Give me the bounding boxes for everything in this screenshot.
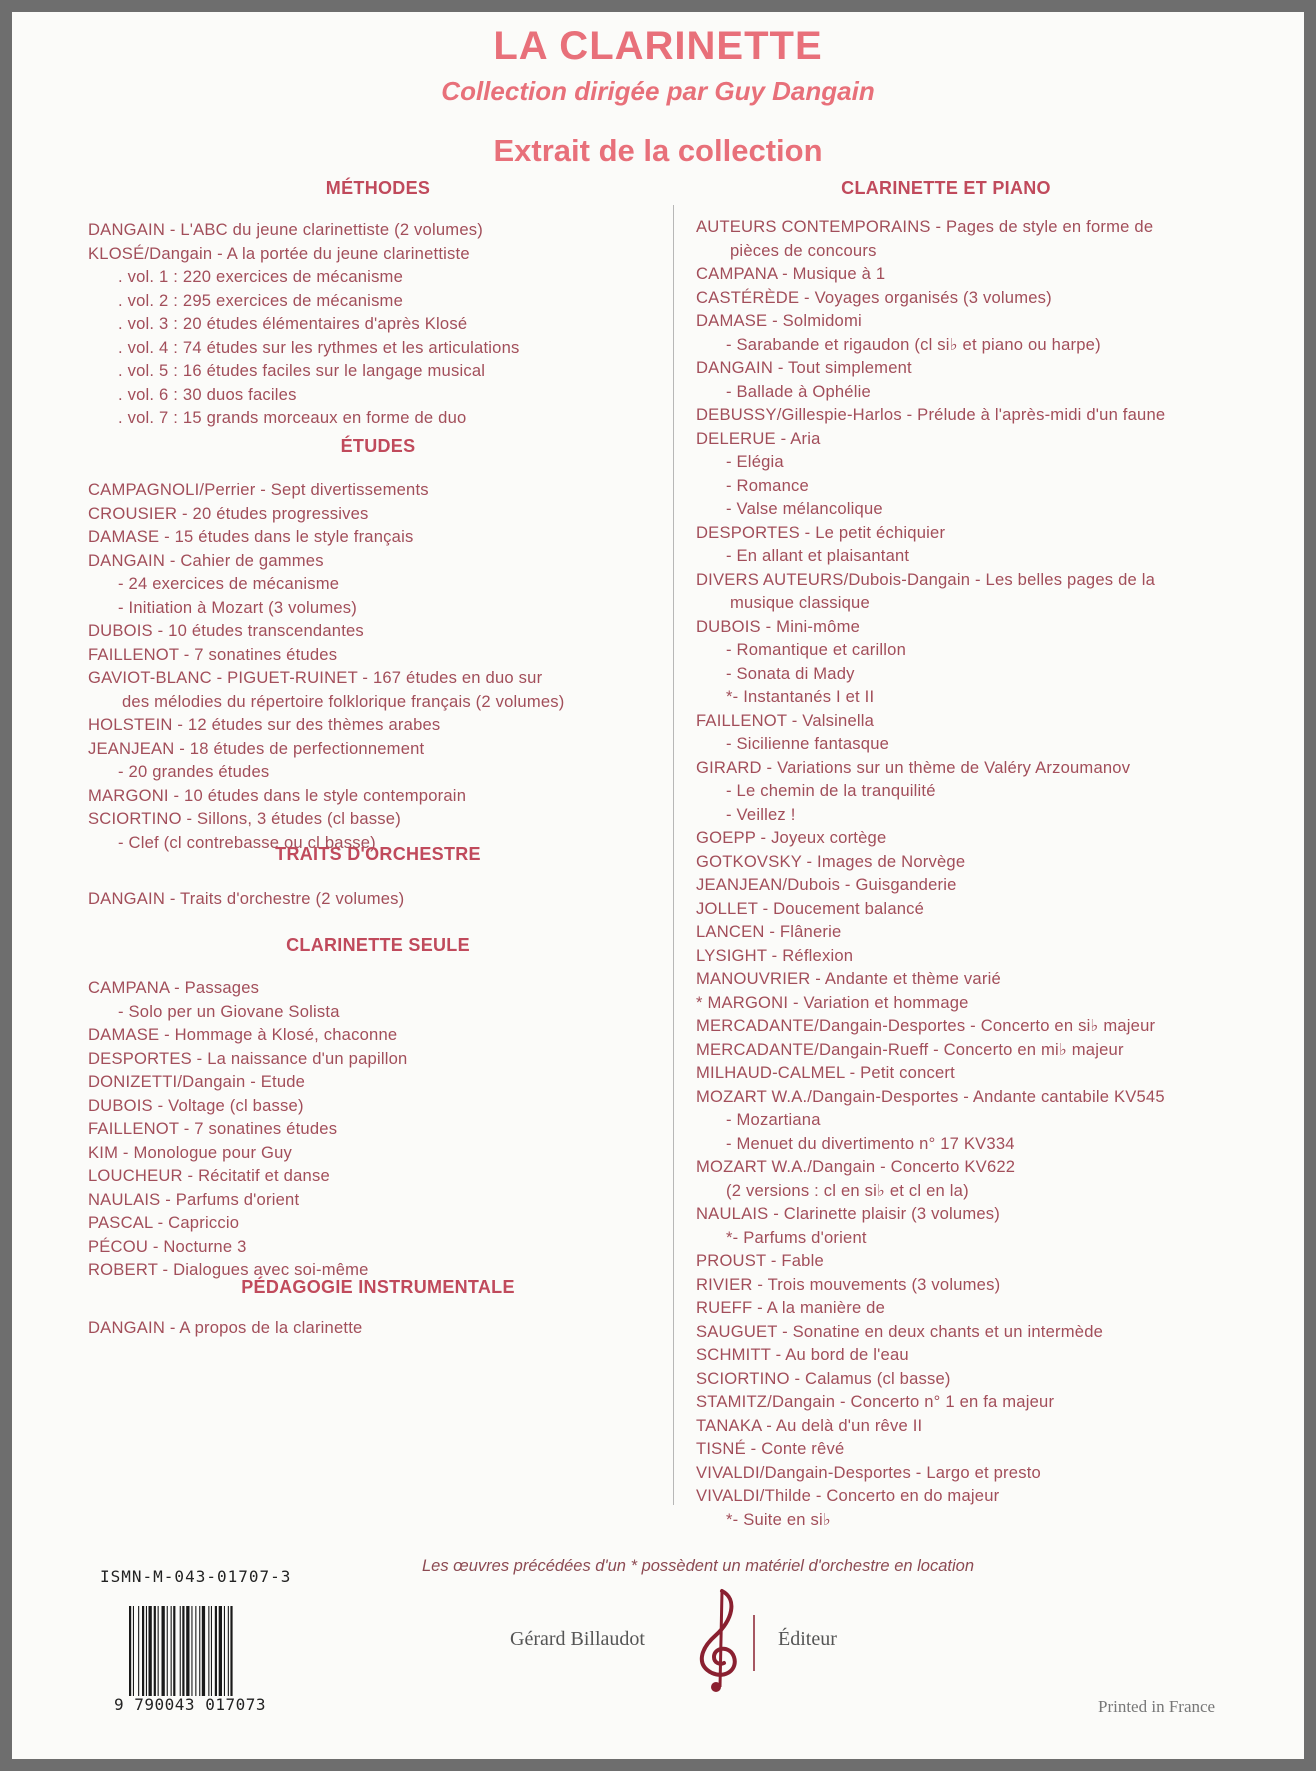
barcode-bar — [154, 1606, 156, 1696]
catalog-entry: ROBERT - Dialogues avec soi-même — [88, 1260, 369, 1279]
catalog-entry: CAMPANA - Passages — [88, 978, 260, 997]
barcode-bar — [182, 1606, 184, 1696]
catalog-entry: PÉCOU - Nocturne 3 — [88, 1236, 247, 1256]
barcode-bar — [215, 1606, 217, 1696]
section-heading-pedagogie: PÉDAGOGIE INSTRUMENTALE — [241, 1277, 515, 1297]
extract-heading: Extrait de la collection — [493, 133, 823, 168]
list-traits — [88, 887, 668, 911]
catalog-entry: . vol. 2 : 295 exercices de mécanisme — [118, 290, 404, 310]
catalog-entry: - Clef (cl contrebasse ou cl basse) — [118, 832, 376, 852]
catalog-entry: FAILLENOT - Valsinella — [696, 710, 875, 730]
barcode-bar — [224, 1606, 225, 1696]
catalog-entry: DANGAIN - L'ABC du jeune clarinettiste (2 volumes) — [88, 220, 483, 239]
barcode-bar — [202, 1606, 205, 1696]
catalog-entry: HOLSTEIN - 12 études sur des thèmes arabes — [88, 715, 441, 734]
section-heading-seule: CLARINETTE SEULE — [286, 935, 470, 955]
catalog-entry: - Valse mélancolique — [726, 499, 883, 518]
catalog-entry: . vol. 7 : 15 grands morceaux en forme de duo — [118, 408, 467, 427]
catalog-entry: LANCEN - Flânerie — [696, 922, 842, 941]
barcode-bar — [208, 1606, 209, 1696]
catalog-entry: DIVERS AUTEURS/Dubois-Dangain - Les belles pages de la — [696, 569, 1156, 589]
barcode-bar — [219, 1606, 222, 1696]
catalog-entry: TISNÉ - Conte rêvé — [696, 1439, 845, 1458]
catalog-entry: GOTKOVSKY - Images de Norvège — [696, 851, 966, 871]
catalog-entry: - En allant et plaisantant — [726, 546, 910, 565]
catalog-entry: - Elégia — [726, 452, 784, 471]
editeur-label: Éditeur — [778, 1628, 837, 1650]
catalog-entry: MOZART W.A./Dangain - Concerto KV622 — [696, 1157, 1016, 1176]
catalog-entry: . vol. 3 : 20 études élémentaires d'après Klosé — [118, 314, 468, 333]
page-title: LA CLARINETTE — [493, 24, 823, 68]
list-clarinette-piano — [696, 215, 1296, 1531]
catalog-entry: DANGAIN - Tout simplement — [696, 358, 912, 377]
catalog-entry: PASCAL - Capriccio — [88, 1213, 240, 1232]
catalog-entry: JEANJEAN - 18 études de perfectionnement — [88, 738, 425, 758]
catalog-entry: CASTÉRÈDE - Voyages organisés (3 volumes) — [696, 287, 1052, 307]
catalog-entry: - Veillez ! — [726, 804, 796, 824]
catalog-entry: VIVALDI/Thilde - Concerto en do majeur — [696, 1486, 1000, 1505]
catalog-entry: NAULAIS - Parfums d'orient — [88, 1189, 300, 1209]
barcode-bar — [173, 1606, 175, 1696]
catalog-entry: LYSIGHT - Réflexion — [696, 945, 854, 965]
catalog-entry: - Ballade à Ophélie — [726, 381, 871, 401]
catalog-entry: *- Parfums d'orient — [726, 1227, 867, 1247]
catalog-entry: - Mozartiana — [726, 1110, 821, 1129]
barcode-bar — [171, 1606, 172, 1696]
column-divider — [673, 205, 674, 1505]
catalog-entry: DAMASE - Solmidomi — [696, 311, 862, 330]
catalog-entry: DANGAIN - A propos de la clarinette — [88, 1318, 363, 1337]
catalog-entry: - Le chemin de la tranquilité — [726, 781, 936, 800]
catalog-entry: VIVALDI/Dangain-Desportes - Largo et presto — [696, 1462, 1041, 1482]
barcode-bar — [149, 1606, 152, 1696]
publisher-name: Gérard Billaudot — [510, 1628, 645, 1650]
barcode-bar — [138, 1606, 139, 1696]
barcode — [127, 1606, 262, 1696]
barcode-bar — [180, 1606, 181, 1696]
catalog-entry: RUEFF - A la manière de — [696, 1298, 886, 1317]
catalog-entry: STAMITZ/Dangain - Concerto n° 1 en fa majeur — [696, 1392, 1055, 1411]
catalog-entry: GAVIOT-BLANC - PIGUET-RUINET - 167 études en duo sur — [88, 668, 543, 687]
barcode-bar — [158, 1606, 159, 1696]
catalog-entry: DONIZETTI/Dangain - Etude — [88, 1072, 306, 1091]
section-heading-methodes: MÉTHODES — [325, 178, 431, 198]
treble-clef-logo-icon — [678, 1585, 758, 1695]
catalog-entry: - Sonata di Mady — [726, 663, 855, 683]
catalog-entry: SCHMITT - Au bord de l'eau — [696, 1345, 909, 1364]
catalog-entry: AUTEURS CONTEMPORAINS - Pages de style en forme de — [696, 217, 1154, 236]
catalog-entry: . vol. 6 : 30 duos faciles — [118, 384, 297, 404]
catalog-entry: JOLLET - Doucement balancé — [696, 898, 925, 918]
barcode-bar — [129, 1606, 131, 1696]
catalog-entry: - 24 exercices de mécanisme — [118, 574, 340, 593]
list-pedagogie — [88, 1316, 668, 1340]
orchestra-footnote: Les œuvres précédées d'un * possèdent un matériel d'orchestre en location — [421, 1557, 975, 1575]
barcode-bar — [167, 1606, 168, 1696]
catalog-entry: MARGONI - 10 études dans le style contemporain — [88, 785, 467, 805]
catalog-entry: PROUST - Fable — [696, 1251, 824, 1270]
catalog-entry: JEANJEAN/Dubois - Guisganderie — [696, 875, 957, 894]
barcode-bar — [146, 1606, 147, 1696]
catalog-entry: MANOUVRIER - Andante et thème varié — [696, 969, 1001, 988]
catalog-entry: - Solo per un Giovane Solista — [118, 1001, 340, 1021]
section-heading-etudes: ÉTUDES — [340, 436, 416, 456]
catalog-entry: DAMASE - Hommage à Klosé, chaconne — [88, 1025, 398, 1044]
catalog-entry: . vol. 1 : 220 exercices de mécanisme — [118, 267, 404, 286]
catalog-entry: - Romance — [726, 475, 809, 495]
catalog-entry: DESPORTES - La naissance d'un papillon — [88, 1048, 408, 1068]
catalog-entry: - 20 grandes études — [118, 762, 270, 781]
catalog-entry: * MARGONI - Variation et hommage — [696, 992, 969, 1012]
catalog-entry: . vol. 4 : 74 études sur les rythmes et les articulations — [118, 337, 520, 357]
barcode-bar — [199, 1606, 200, 1696]
catalog-entry: musique classique — [730, 593, 870, 612]
catalog-entry: LOUCHEUR - Récitatif et danse — [88, 1166, 330, 1185]
page-subtitle: Collection dirigée par Guy Dangain — [441, 76, 875, 106]
catalog-entry: - Sicilienne fantasque — [726, 734, 890, 753]
catalog-entry: GOEPP - Joyeux cortège — [696, 828, 887, 847]
catalog-entry: SAUGUET - Sonatine en deux chants et un intermède — [696, 1321, 1104, 1341]
catalog-entry: MOZART W.A./Dangain-Desportes - Andante cantabile KV545 — [696, 1086, 1165, 1106]
catalog-entry: - Sarabande et rigaudon (cl si♭ et piano ou harpe) — [726, 334, 1101, 354]
catalog-entry: DAMASE - 15 études dans le style français — [88, 527, 414, 546]
barcode-bar — [133, 1606, 134, 1696]
barcode-bar — [142, 1606, 144, 1696]
catalog-entry: DELERUE - Aria — [696, 428, 821, 448]
catalog-entry: CROUSIER - 20 études progressives — [88, 503, 369, 523]
catalog-entry: DEBUSSY/Gillespie-Harlos - Prélude à l'après-midi d'un faune — [696, 405, 1166, 424]
list-seule — [88, 976, 668, 1282]
catalog-entry: DANGAIN - Cahier de gammes — [88, 550, 324, 570]
catalog-entry: *- Instantanés I et II — [726, 687, 875, 706]
catalog-entry: CAMPANA - Musique à 1 — [696, 264, 886, 283]
catalog-entry: DUBOIS - 10 études transcendantes — [88, 621, 364, 640]
barcode-bar — [191, 1606, 192, 1696]
catalog-entry: - Menuet du divertimento n° 17 KV334 — [726, 1133, 1015, 1153]
printed-in-france: Printed in France — [1098, 1697, 1216, 1716]
catalog-entry: FAILLENOT - 7 sonatines études — [88, 644, 338, 664]
catalog-entry: (2 versions : cl en si♭ et cl en la) — [726, 1180, 969, 1200]
barcode-bar — [195, 1606, 196, 1696]
catalog-entry: DANGAIN - Traits d'orchestre (2 volumes) — [88, 889, 405, 908]
catalog-entry: GIRARD - Variations sur un thème de Valéry Arzoumanov — [696, 757, 1131, 777]
catalog-entry: . vol. 5 : 16 études faciles sur le langage musical — [118, 361, 486, 380]
catalog-entry: des mélodies du répertoire folklorique français (2 volumes) — [122, 691, 565, 711]
catalog-entry: NAULAIS - Clarinette plaisir (3 volumes) — [696, 1204, 1001, 1223]
catalog-entry: MERCADANTE/Dangain-Rueff - Concerto en mi♭ majeur — [696, 1039, 1124, 1059]
catalog-entry: - Initiation à Mozart (3 volumes) — [118, 597, 357, 617]
barcode-bar — [186, 1606, 189, 1696]
catalog-entry: - Romantique et carillon — [726, 640, 907, 659]
catalog-entry: DUBOIS - Mini-môme — [696, 616, 861, 636]
catalog-entry: SCIORTINO - Sillons, 3 études (cl basse) — [88, 809, 401, 828]
section-heading-clarinette-piano: CLARINETTE ET PIANO — [841, 178, 1051, 198]
section-heading-traits: TRAITS D'ORCHESTRE — [275, 844, 481, 864]
catalog-entry: KLOSÉ/Dangain - A la portée du jeune clarinettiste — [88, 243, 470, 263]
catalog-entry: CAMPAGNOLI/Perrier - Sept divertissements — [88, 480, 429, 499]
catalog-entry: DUBOIS - Voltage (cl basse) — [88, 1095, 304, 1115]
barcode-bar — [228, 1606, 229, 1696]
list-methodes — [88, 218, 668, 430]
barcode-bar — [162, 1606, 165, 1696]
list-etudes — [88, 478, 668, 854]
catalog-entry: pièces de concours — [730, 240, 877, 260]
catalog-entry: TANAKA - Au delà d'un rêve II — [696, 1415, 923, 1435]
barcode-bar — [230, 1606, 232, 1696]
catalog-entry: FAILLENOT - 7 sonatines études — [88, 1119, 338, 1138]
barcode-number: 9 790043 017073 — [114, 1695, 266, 1714]
barcode-bar — [211, 1606, 212, 1696]
catalog-entry: KIM - Monologue pour Guy — [88, 1142, 293, 1162]
catalog-entry: SCIORTINO - Calamus (cl basse) — [696, 1368, 951, 1388]
catalog-entry: RIVIER - Trois mouvements (3 volumes) — [696, 1274, 1001, 1294]
catalog-entry: DESPORTES - Le petit échiquier — [696, 522, 946, 542]
catalog-entry: *- Suite en si♭ — [726, 1509, 831, 1529]
catalog-entry: MERCADANTE/Dangain-Desportes - Concerto en si♭ majeur — [696, 1016, 1156, 1035]
ismn-number: ISMN-M-043-01707-3 — [100, 1567, 292, 1586]
catalog-entry: MILHAUD-CALMEL - Petit concert — [696, 1063, 955, 1082]
